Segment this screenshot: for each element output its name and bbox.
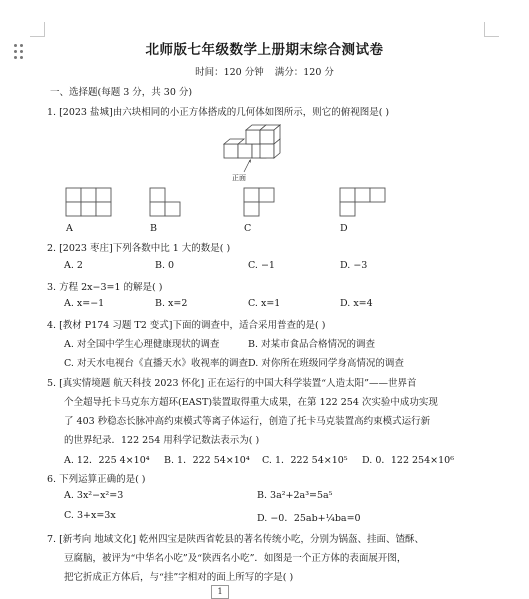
question-2-option-b[interactable]: B. 0 <box>155 260 175 271</box>
question-4-option-a[interactable]: A. 对全国中学生心理健康现状的调查 <box>64 339 220 350</box>
question-2-stem: 2. [2023 枣庄]下列各数中比 1 大的数是( ) <box>47 243 231 254</box>
section-heading: 一、选择题(每题 3 分，共 30 分) <box>50 87 193 98</box>
question-1-stem: 1. [2023 盐城]由六块相同的小正方体搭成的几何体如图所示，则它的俯视图是( ) <box>47 107 390 118</box>
question-5-line-2: 个全超导托卡马克东方超环(EAST)装置取得重大成果，在第 122 254 次实验中成功实现 <box>64 397 438 408</box>
question-4-option-c[interactable]: C. 对天水电视台《直播天水》收视率的调查 <box>64 358 248 369</box>
question-6-option-a[interactable]: A. 3x²−x²=3 <box>64 490 124 501</box>
question-5-option-c[interactable]: C. 1．222 54×10⁵ <box>262 455 348 466</box>
option-c-figure[interactable] <box>244 188 275 218</box>
question-5-option-d[interactable]: D. 0．122 254×10⁶ <box>362 455 455 466</box>
question-5-option-b[interactable]: B. 1．222 54×10⁴ <box>164 455 250 466</box>
question-2-option-d[interactable]: D. −3 <box>340 260 368 271</box>
score-info: 满分：120 分 <box>274 67 334 78</box>
question-2-option-c[interactable]: C. −1 <box>248 260 275 271</box>
question-5-line-1: 5. [真实情境题 航天科技 2023 怀化] 正在运行的中国大科学装置“人造太阳”——世界首 <box>47 378 417 389</box>
question-6-option-b[interactable]: B. 3a²+2a³=5a⁵ <box>257 490 333 501</box>
question-7-line-2: 豆腐脑，被评为“中华名小吃”及“陕西名小吃”．如图是一个正方体的表面展开图， <box>64 553 407 564</box>
page-number: 1 <box>211 585 229 599</box>
question-3-option-b[interactable]: B. x=2 <box>155 298 188 309</box>
question-6-option-d[interactable]: D. −0．25ab+¼ba=0 <box>257 513 361 524</box>
option-b-figure[interactable] <box>150 188 181 218</box>
question-4-option-b[interactable]: B. 对某市食品合格情况的调查 <box>248 339 376 350</box>
time-info: 时间：120 分钟 <box>195 67 264 78</box>
doc-title: 北师版七年级数学上册期末综合测试卷 <box>145 42 384 58</box>
page-corner-mark <box>484 22 499 37</box>
option-b-label: B <box>150 223 157 234</box>
question-3-option-a[interactable]: A. x=−1 <box>64 298 105 309</box>
question-3-stem: 3. 方程 2x−3=1 的解是( ) <box>47 282 163 293</box>
page-corner-mark <box>30 22 45 37</box>
question-4-stem: 4. [教材 P174 习题 T2 变式]下面的调查中，适合采用普查的是( ) <box>47 320 326 331</box>
question-2-option-a[interactable]: A. 2 <box>64 260 83 271</box>
question-4-option-d[interactable]: D. 对你所在班级同学身高情况的调查 <box>248 358 404 369</box>
question-1-solid-figure <box>222 124 282 174</box>
question-6-option-c[interactable]: C. 3+x=3x <box>64 510 116 521</box>
doc-subtitle <box>0 64 529 78</box>
question-6-stem: 6. 下列运算正确的是( ) <box>47 474 146 485</box>
question-5-line-4: 的世界纪录．122 254 用科学记数法表示为( ) <box>64 435 260 446</box>
front-view-label: 正面 <box>232 174 246 182</box>
option-c-label: C <box>244 223 252 234</box>
option-a-label: A <box>66 223 73 234</box>
option-d-label: D <box>340 223 348 234</box>
option-a-figure[interactable] <box>66 188 112 218</box>
question-3-option-d[interactable]: D. x=4 <box>340 298 373 309</box>
option-d-figure[interactable] <box>340 188 386 218</box>
question-5-line-3: 了 403 秒稳态长脉冲高约束模式等离子体运行，创造了托卡马克装置高约束模式运行新 <box>64 416 431 427</box>
question-7-line-1: 7. [新考向 地域文化] 乾州四宝是陕西省乾县的著名传统小吃，分别为锅盔、挂面、馇酥、 <box>47 534 425 545</box>
question-3-option-c[interactable]: C. x=1 <box>248 298 281 309</box>
question-7-line-3: 把它折成正方体后，与“挂”字相对的面上所写的字是( ) <box>64 572 294 583</box>
question-5-option-a[interactable]: A. 12．225 4×10⁴ <box>64 455 150 466</box>
